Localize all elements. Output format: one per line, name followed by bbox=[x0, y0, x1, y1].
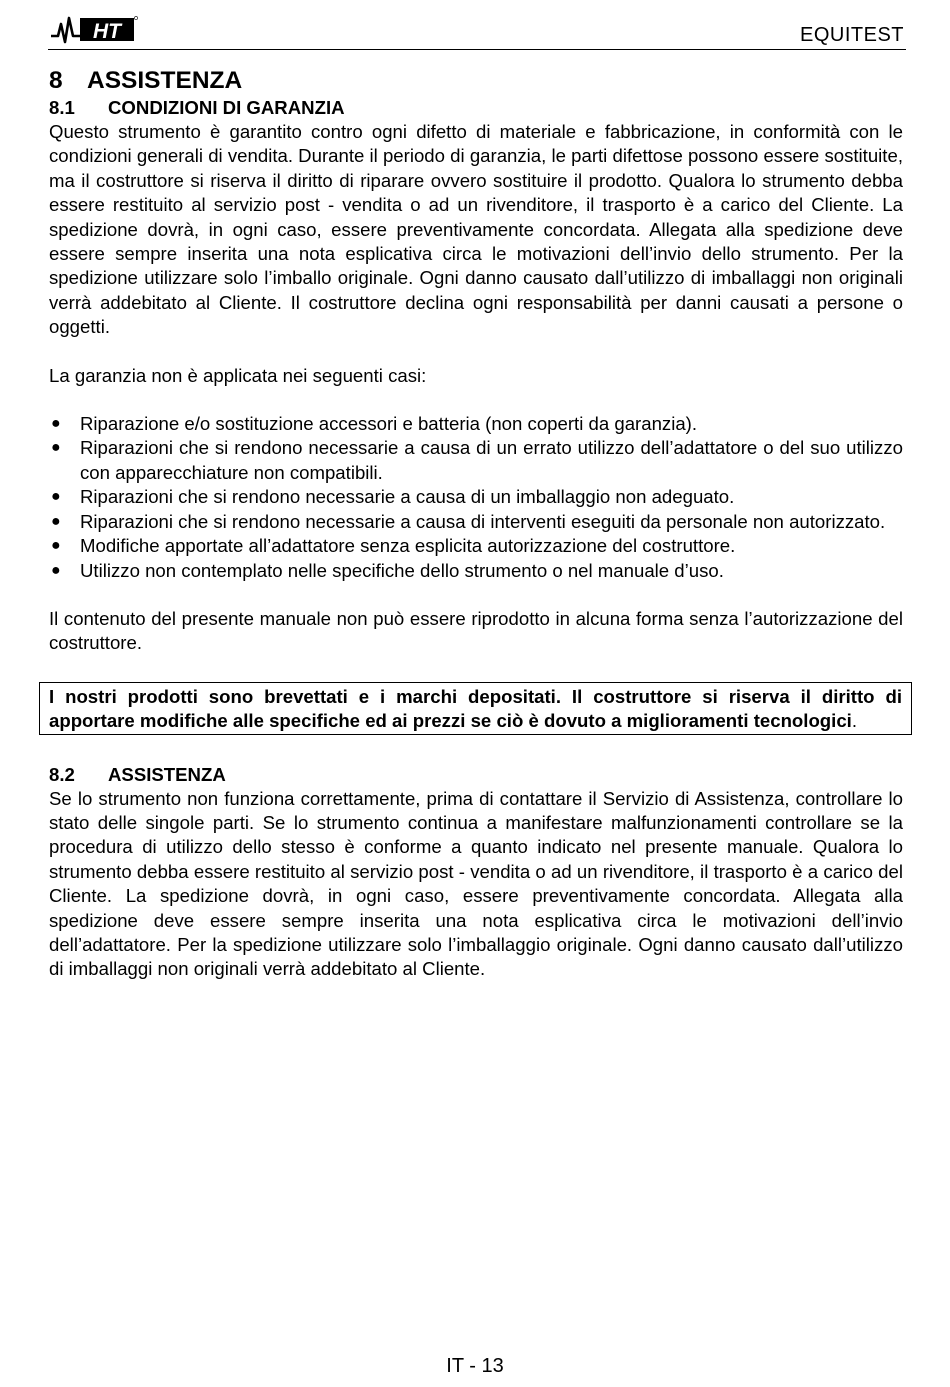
notice-end: . bbox=[851, 710, 858, 732]
brand-name: EQUITEST bbox=[799, 24, 904, 46]
notice-text: I nostri prodotti sono brevettati e i marchi depositati. Il costruttore si riserva il diritto di apportare modifiche alle specifiche ed ai prezzi se ciò è dovuto a miglioramenti tecnologici bbox=[49, 685, 902, 732]
bullet-icon: ● bbox=[51, 415, 61, 433]
ht-logo bbox=[50, 14, 138, 44]
list-item: ● Riparazioni che si rendono necessarie a causa di interventi eseguiti da personale non autorizzato. bbox=[49, 510, 903, 534]
list-item: ● Riparazioni che si rendono necessarie a causa di un imballaggio non adeguato. bbox=[49, 485, 903, 509]
subsection-heading-8-2 bbox=[49, 763, 903, 787]
section-heading-8 bbox=[49, 66, 903, 96]
bullet-icon: ● bbox=[51, 512, 61, 530]
header-rule bbox=[48, 49, 906, 50]
exclusions-intro: La garanzia non è applicata nei seguenti casi: bbox=[49, 364, 427, 386]
subsection-title: CONDIZIONI DI GARANZIA bbox=[108, 97, 345, 118]
bullet-icon: ● bbox=[51, 537, 61, 555]
section-number: 8 bbox=[49, 67, 63, 94]
svg-text:HT: HT bbox=[93, 20, 121, 43]
patent-notice-box bbox=[39, 682, 912, 735]
copyright-paragraph: Il contenuto del presente manuale non può essere riprodotto in alcuna forma senza l’autorizzazione del costruttore. bbox=[49, 607, 903, 654]
warranty-paragraph: Questo strumento è garantito contro ogni difetto di materiale e fabbricazione, in conformità con le condizioni generali di vendita. Durante il periodo di garanzia, le parti difettose possono essere sostituite, ma il costruttore si riserva il diritto di riparare ovvero sostituire il prodotto. Qualora lo strumento debba essere restituito al servizio post - vendita o ad un rivenditore, il trasporto è a carico del Cliente. La spedizione dovrà, in ogni caso, essere preventivamente concordata. Allegata alla spedizione deve essere sempre inserita una nota esplicativa circa le motivazioni dell’invio dello strumento. Per la spedizione utilizzare solo l’imballo originale. Ogni danno causato dall’utilizzo di imballaggi non originali verrà addebitato al Cliente. Il costruttore declina ogni responsabilità per danni causati a persone o oggetti. bbox=[49, 121, 903, 338]
section-title: ASSISTENZA bbox=[87, 67, 243, 94]
list-item: ● Modifiche apportate all’adattatore senza esplicita autorizzazione del costruttore. bbox=[49, 534, 903, 558]
list-item: ● Riparazione e/o sostituzione accessori e batteria (non coperti da garanzia). bbox=[49, 412, 903, 436]
page-content bbox=[49, 66, 903, 982]
list-item: ● Riparazioni che si rendono necessarie a causa di un errato utilizzo dell’adattatore o del suo utilizzo con apparecchiature non compatibili. bbox=[51, 437, 903, 483]
assistance-paragraph: Se lo strumento non funziona correttamente, prima di contattare il Servizio di Assistenza, controllare lo stato delle singole parti. Se lo strumento continua a manifestare malfunzionamenti controllare se la procedura di utilizzo dello stesso è conforme a quanto indicato nel presente manuale. Qualora lo strumento debba essere restituito al servizio post - vendita o ad un rivenditore, il trasporto è a carico del Cliente. La spedizione dovrà, in ogni caso, essere preventivamente concordata. Allegata alla spedizione deve essere sempre inserita una nota esplicativa circa le motivazioni dell’invio dell’adattatore. Per la spedizione utilizzare solo l’imballaggio originale. Ogni danno causato dall’utilizzo di imballaggi non originali verrà addebitato al Cliente. bbox=[49, 787, 903, 980]
subsection-heading-8-1 bbox=[49, 96, 903, 120]
subsection-number: 8.2 bbox=[49, 763, 75, 785]
page-number: IT - 13 bbox=[446, 1355, 504, 1377]
exclusions-list bbox=[49, 412, 903, 583]
bullet-icon: ● bbox=[51, 439, 61, 457]
list-item: ● Utilizzo non contemplato nelle specifiche dello strumento o nel manuale d’uso. bbox=[49, 559, 903, 583]
bullet-icon: ● bbox=[51, 488, 61, 506]
subsection-title: ASSISTENZA bbox=[108, 763, 226, 785]
bullet-icon: ● bbox=[51, 561, 61, 579]
subsection-number: 8.1 bbox=[49, 97, 75, 118]
